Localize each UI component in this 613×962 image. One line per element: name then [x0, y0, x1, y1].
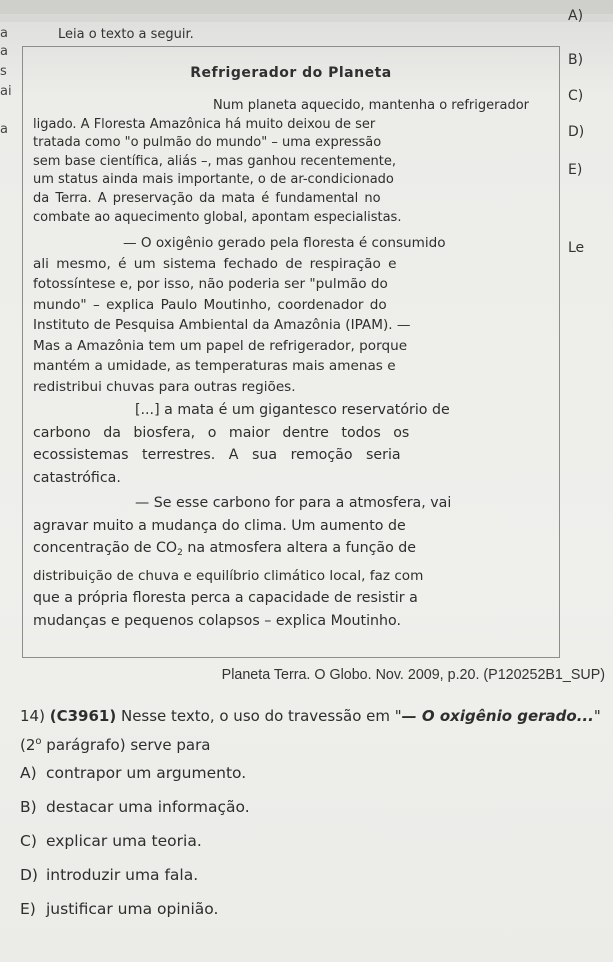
- source-citation: Planeta Terra. O Globo. Nov. 2009, p.20. (P120252B1_SUP): [221, 667, 605, 683]
- text-line: Mas a Amazônia tem um papel de refrigerador, porque: [33, 337, 408, 354]
- text-line: ligado. A Floresta Amazônica há muito deixou de ser: [33, 116, 376, 132]
- intro-instruction: Leia o texto a seguir.: [58, 27, 194, 42]
- option-text: contrapor um argumento.: [46, 764, 247, 782]
- paragraph-4: [33, 492, 553, 632]
- text-line: combate ao aquecimento global, apontam especialistas.: [33, 209, 402, 225]
- edge-option: A): [568, 8, 584, 24]
- option-letter: B): [20, 798, 37, 816]
- edge-fragment: ai: [0, 84, 12, 99]
- text-line: Num planeta aquecido, mantenha o refrigerador: [212, 98, 529, 113]
- question-stem: [20, 704, 612, 758]
- question-text: " (2: [20, 707, 601, 754]
- superscript: o: [35, 736, 42, 747]
- text-line: mundo" – explica Paulo Moutinho, coordenador do: [33, 296, 387, 313]
- top-shadow: [0, 0, 613, 22]
- question-text: parágrafo) serve para: [41, 736, 211, 754]
- edge-option: B): [568, 52, 584, 68]
- right-edge-fragments: [568, 0, 613, 300]
- text-line: [...] a mata é um gigantesco reservatório de: [135, 402, 450, 418]
- edge-fragment: a: [0, 44, 8, 59]
- text-line: redistribui chuvas para outras regiões.: [33, 378, 296, 395]
- paragraph-2: [33, 233, 553, 397]
- text-line: ali mesmo, é um sistema fechado de respiração e: [33, 255, 397, 272]
- text-line: catastrófica.: [33, 469, 121, 486]
- text-line: ecossistemas terrestres. A sua remoção seria: [33, 447, 401, 463]
- text-line: distribuição de chuva e equilíbrio climático local, faz com: [33, 567, 424, 584]
- text-line: um status ainda mais importante, o de ar-condicionado: [33, 172, 394, 188]
- text-line: carbono da biosfera, o maior dentre todos os: [33, 424, 410, 441]
- text-fragment: concentração de CO: [33, 540, 178, 556]
- text-line: da Terra. A preservação da mata é fundamental no: [33, 190, 381, 206]
- text-line: tratada como "o pulmão do mundo" – uma expressão: [33, 135, 382, 151]
- option-text: destacar uma informação.: [46, 798, 250, 816]
- edge-fragment: s: [0, 64, 7, 79]
- subscript: 2: [177, 548, 183, 558]
- option-letter: A): [20, 764, 37, 782]
- text-line: [33, 537, 553, 565]
- option-letter: D): [20, 866, 38, 884]
- text-title: Refrigerador do Planeta: [190, 65, 392, 81]
- question-text: Nesse texto, o uso do travessão em ": [116, 707, 402, 725]
- edge-fragment: Le: [568, 240, 585, 256]
- option-text: explicar uma teoria.: [46, 832, 202, 850]
- text-fragment: na atmosfera altera a função de: [182, 540, 417, 556]
- question-quote: — O oxigênio gerado...: [401, 707, 594, 725]
- text-line: — O oxigênio gerado pela floresta é consumido: [123, 235, 446, 251]
- edge-fragment: a: [0, 122, 8, 137]
- edge-option: D): [568, 124, 585, 140]
- left-edge-fragments: [0, 0, 18, 200]
- text-line: fotossíntese e, por isso, não poderia ser "pulmão do: [33, 276, 388, 292]
- question-code: (C3961): [49, 707, 117, 725]
- edge-option: C): [568, 88, 584, 104]
- option-text: introduzir uma fala.: [46, 866, 199, 884]
- text-box: [22, 46, 560, 658]
- option-text: justificar uma opinião.: [46, 900, 219, 918]
- option-d[interactable]: [20, 866, 198, 884]
- option-a[interactable]: [20, 764, 246, 782]
- paragraph-3: [33, 399, 553, 489]
- text-line: sem base científica, aliás –, mas ganhou recentemente,: [33, 153, 397, 169]
- text-line: Instituto de Pesquisa Ambiental da Amazônia (IPAM). —: [33, 317, 411, 333]
- text-line: que a própria floresta perca a capacidade de resistir a: [33, 590, 418, 606]
- text-line: mantém a umidade, as temperaturas mais amenas e: [33, 358, 396, 374]
- option-letter: C): [20, 832, 37, 850]
- question-number: 14): [20, 707, 45, 725]
- paragraph-1: [33, 97, 553, 227]
- text-line: agravar muito a mudança do clima. Um aumento de: [33, 517, 406, 534]
- text-line: — Se esse carbono for para a atmosfera, vai: [135, 495, 452, 511]
- edge-fragment: a: [0, 26, 8, 41]
- edge-option: E): [568, 162, 583, 178]
- option-b[interactable]: [20, 798, 250, 816]
- option-letter: E): [20, 900, 36, 918]
- option-e[interactable]: [20, 900, 218, 918]
- text-line: mudanças e pequenos colapsos – explica Moutinho.: [33, 612, 401, 629]
- option-c[interactable]: [20, 832, 202, 850]
